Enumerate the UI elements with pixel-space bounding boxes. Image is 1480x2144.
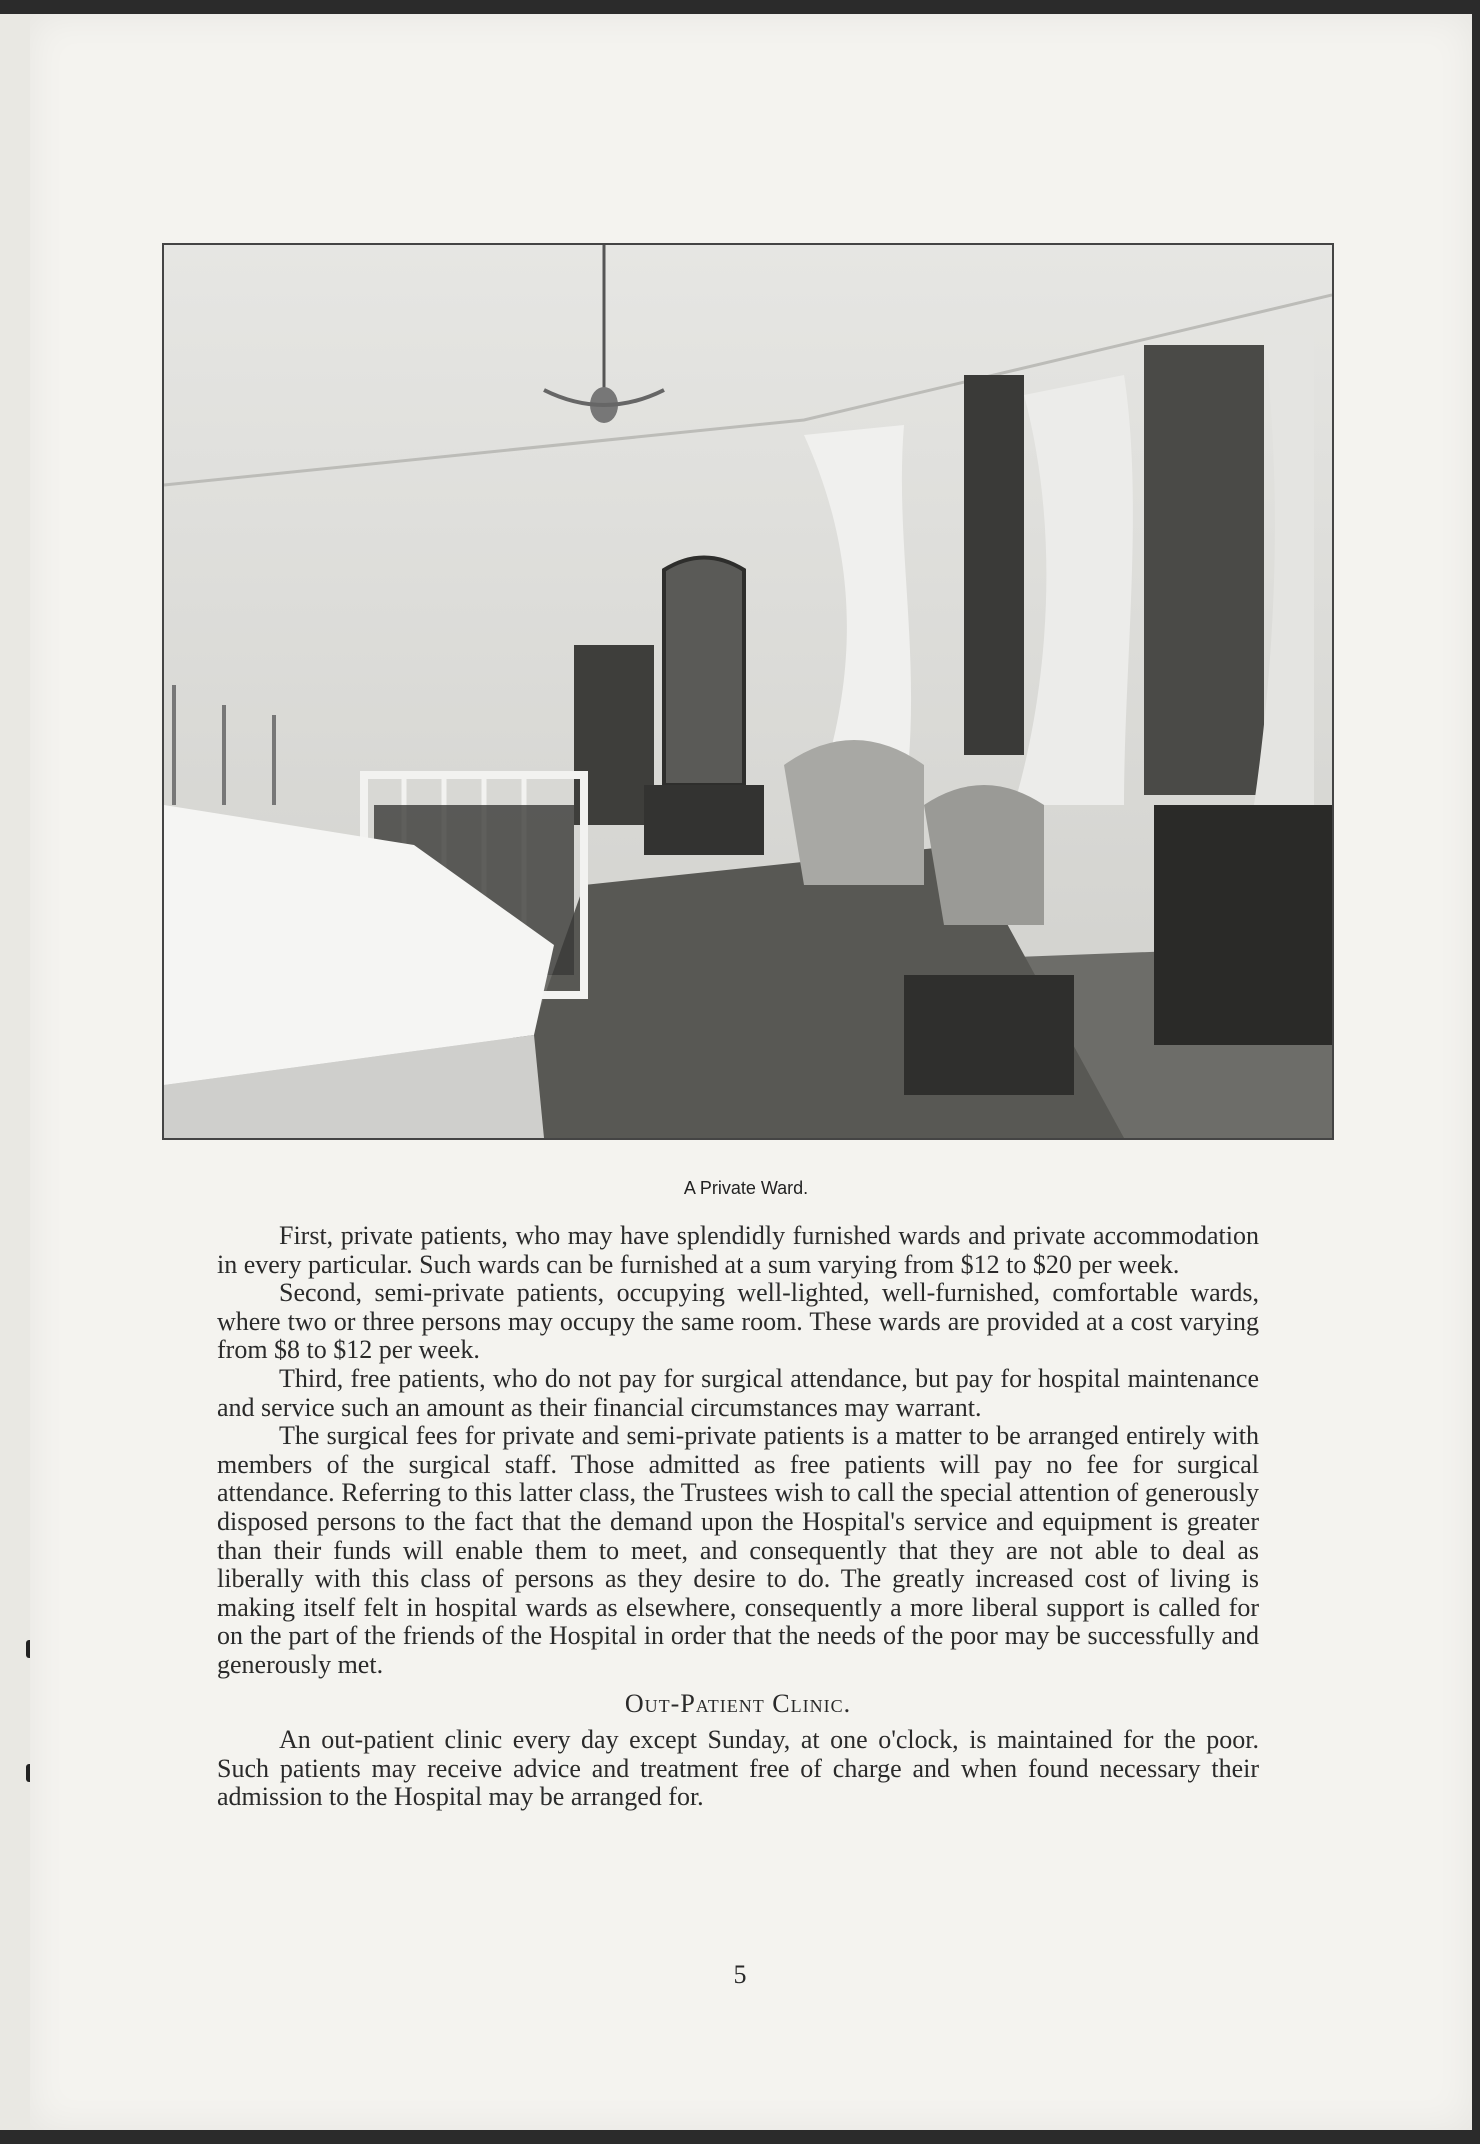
page-number: 5 [733, 1960, 747, 1989]
left-page-edge [0, 14, 32, 2130]
body-text [217, 1222, 1259, 1812]
paragraph-out-patient-clinic: An out-patient clinic every day except Sunday, at one o'clock, is maintained for the poor. Such patients may receive advice and treatment free of charge and when found necessary their admission to the Hospital may be arranged for. [217, 1725, 1259, 1812]
section-heading: Out-Patient Clinic. [624, 1688, 852, 1718]
paragraph-surgical-fees: The surgical fees for private and semi-private patients is a matter to be arranged entirely with members of the surgical staff. Those admitted as free patients will pay no fee for surgical attendance. Referring to this latter class, the Trustees wish to call the special attention of generously disposed persons to the fact that the demand upon the Hospital's service and equipment is greater than their funds will enable them to meet, and consequently that they are not able to deal as liberally with this class of persons as they desire to do. The greatly increased cost of living is making itself felt in hospital wards as elsewhere, consequently a more liberal support is called for on the part of the friends of the Hospital in order that the needs of the poor may be successfully and generously met. [217, 1421, 1259, 1679]
paragraph-private-patients: First, private patients, who may have splendidly furnished wards and private accommodation in every particular. Such wards can be furnished at a sum varying from $12 to $20 per week. [217, 1221, 1259, 1279]
private-ward-photograph [162, 243, 1334, 1140]
paragraph-semi-private-patients: Second, semi-private patients, occupying well-lighted, well-furnished, comfortable wards, where two or three persons may occupy the same room. These wards are provided at a cost varying from $8 to $12 per week. [217, 1278, 1259, 1365]
photograph-private-ward-icon [164, 245, 1332, 1138]
photo-caption: A Private Ward. [683, 1178, 809, 1198]
paragraph-free-patients: Third, free patients, who do not pay for surgical attendance, but pay for hospital maintenance and service such an amount as their financial circumstances may warrant. [217, 1363, 1259, 1422]
